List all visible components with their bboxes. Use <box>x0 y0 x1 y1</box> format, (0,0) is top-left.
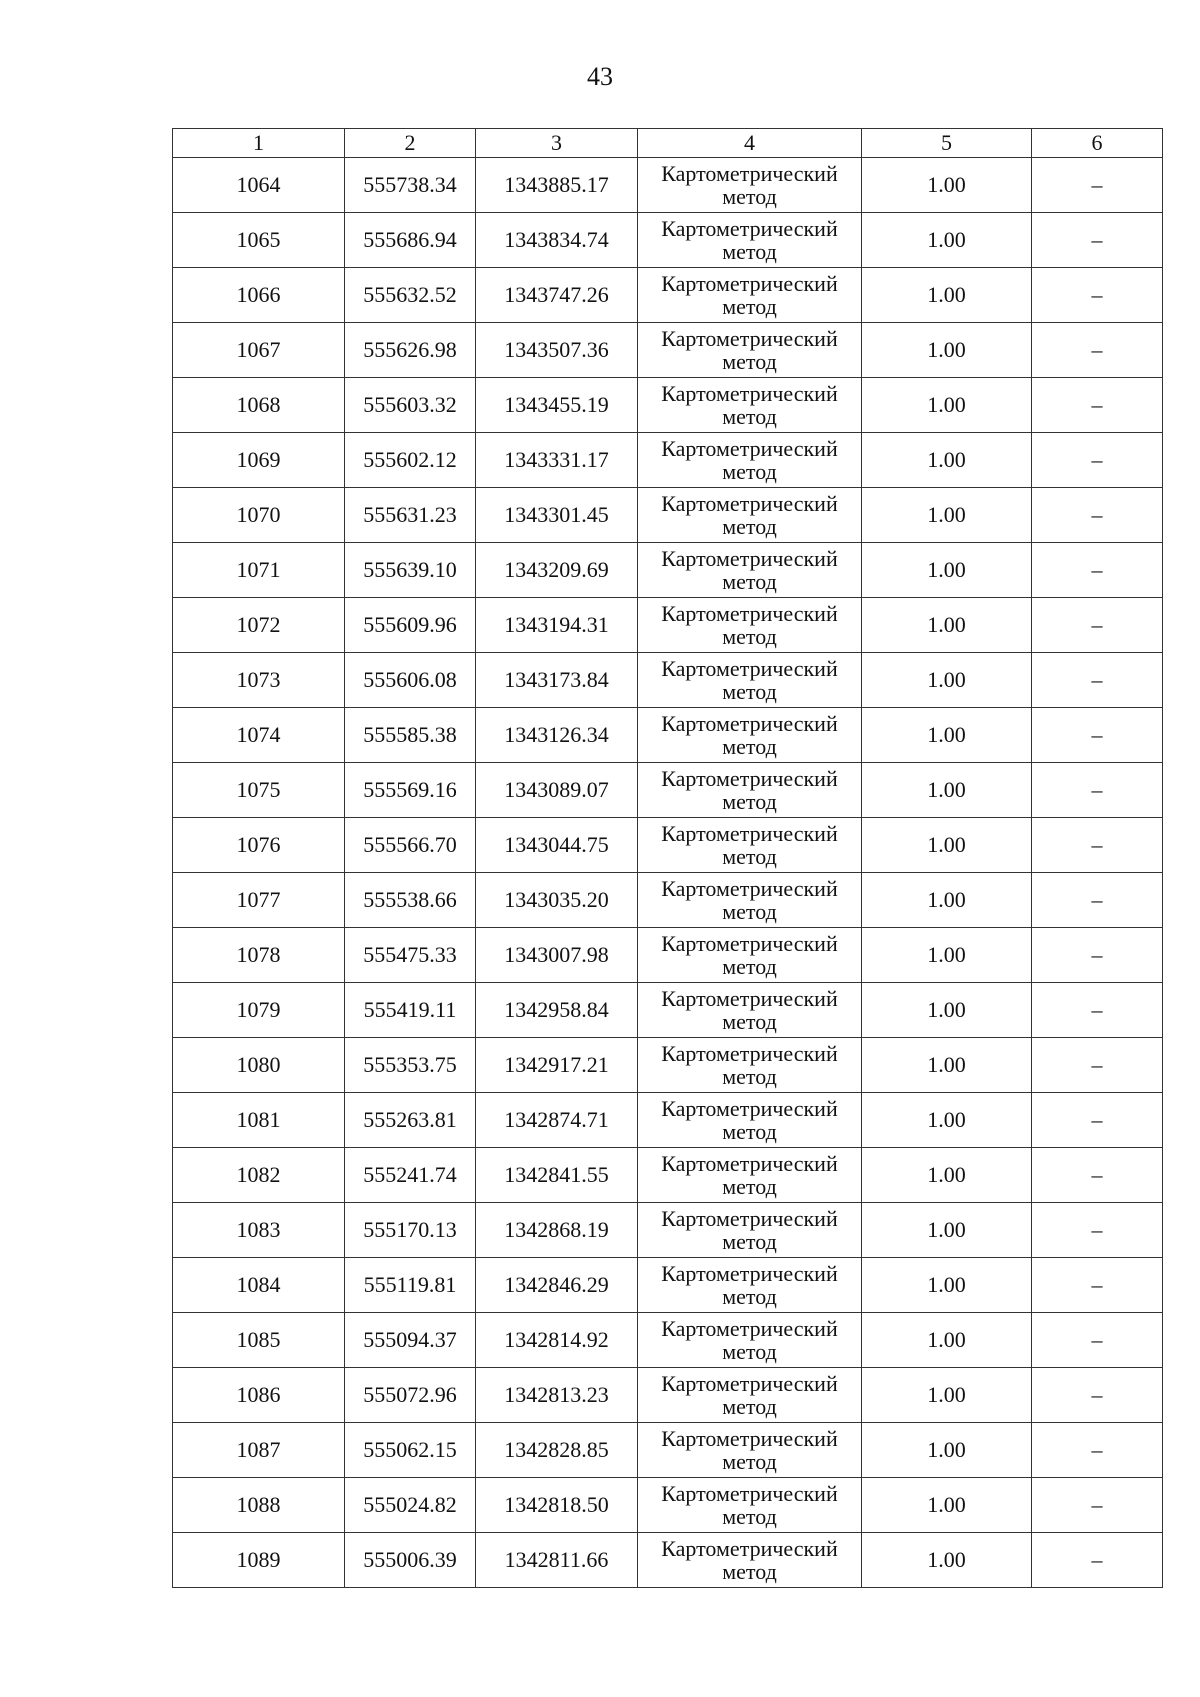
point-number-cell: 1074 <box>173 708 345 763</box>
x-coordinate-cell: 555609.96 <box>345 598 476 653</box>
method-line-2: метод <box>722 1394 777 1419</box>
method-cell <box>638 763 862 818</box>
header-cell-1: 1 <box>173 129 345 158</box>
y-coordinate-cell: 1342818.50 <box>476 1478 638 1533</box>
method-line-1: Картометрический <box>661 821 838 846</box>
y-coordinate-cell: 1342958.84 <box>476 983 638 1038</box>
y-coordinate-cell: 1342841.55 <box>476 1148 638 1203</box>
header-cell-6: 6 <box>1032 129 1163 158</box>
table-row <box>173 378 1163 433</box>
y-coordinate-cell: 1343455.19 <box>476 378 638 433</box>
method-line-2: метод <box>722 1119 777 1144</box>
accuracy-cell: 1.00 <box>862 1533 1032 1588</box>
y-coordinate-cell: 1342814.92 <box>476 1313 638 1368</box>
point-number-cell: 1071 <box>173 543 345 598</box>
method-line-1: Картометрический <box>661 1536 838 1561</box>
method-cell <box>638 158 862 213</box>
point-number-cell: 1079 <box>173 983 345 1038</box>
point-number-cell: 1089 <box>173 1533 345 1588</box>
method-cell <box>638 873 862 928</box>
y-coordinate-cell: 1343035.20 <box>476 873 638 928</box>
accuracy-cell: 1.00 <box>862 543 1032 598</box>
point-number-cell: 1065 <box>173 213 345 268</box>
method-cell <box>638 1093 862 1148</box>
method-line-1: Картометрический <box>661 1371 838 1396</box>
x-coordinate-cell: 555738.34 <box>345 158 476 213</box>
point-number-cell: 1081 <box>173 1093 345 1148</box>
y-coordinate-cell: 1343507.36 <box>476 323 638 378</box>
note-cell: – <box>1032 488 1163 543</box>
table-row <box>173 1368 1163 1423</box>
y-coordinate-cell: 1343007.98 <box>476 928 638 983</box>
table-row <box>173 433 1163 488</box>
method-line-1: Картометрический <box>661 491 838 516</box>
method-cell <box>638 543 862 598</box>
x-coordinate-cell: 555603.32 <box>345 378 476 433</box>
method-line-1: Картометрический <box>661 271 838 296</box>
table-row <box>173 708 1163 763</box>
accuracy-cell: 1.00 <box>862 983 1032 1038</box>
x-coordinate-cell: 555475.33 <box>345 928 476 983</box>
note-cell: – <box>1032 653 1163 708</box>
y-coordinate-cell: 1343885.17 <box>476 158 638 213</box>
method-cell <box>638 1478 862 1533</box>
method-cell <box>638 1533 862 1588</box>
method-line-1: Картометрический <box>661 1426 838 1451</box>
y-coordinate-cell: 1342917.21 <box>476 1038 638 1093</box>
method-line-2: метод <box>722 734 777 759</box>
table-row <box>173 763 1163 818</box>
method-line-1: Картометрический <box>661 931 838 956</box>
method-cell <box>638 213 862 268</box>
method-line-2: метод <box>722 404 777 429</box>
y-coordinate-cell: 1342811.66 <box>476 1533 638 1588</box>
note-cell: – <box>1032 928 1163 983</box>
note-cell: – <box>1032 1533 1163 1588</box>
table-row <box>173 1093 1163 1148</box>
header-cell-4: 4 <box>638 129 862 158</box>
method-cell <box>638 928 862 983</box>
point-number-cell: 1076 <box>173 818 345 873</box>
x-coordinate-cell: 555263.81 <box>345 1093 476 1148</box>
table-row <box>173 323 1163 378</box>
point-number-cell: 1075 <box>173 763 345 818</box>
method-cell <box>638 1148 862 1203</box>
table-row <box>173 268 1163 323</box>
point-number-cell: 1082 <box>173 1148 345 1203</box>
method-cell <box>638 268 862 323</box>
method-cell <box>638 983 862 1038</box>
note-cell: – <box>1032 158 1163 213</box>
method-line-1: Картометрический <box>661 436 838 461</box>
x-coordinate-cell: 555631.23 <box>345 488 476 543</box>
accuracy-cell: 1.00 <box>862 1148 1032 1203</box>
x-coordinate-cell: 555602.12 <box>345 433 476 488</box>
y-coordinate-cell: 1343173.84 <box>476 653 638 708</box>
x-coordinate-cell: 555632.52 <box>345 268 476 323</box>
method-line-1: Картометрический <box>661 1041 838 1066</box>
method-line-2: метод <box>722 954 777 979</box>
y-coordinate-cell: 1342813.23 <box>476 1368 638 1423</box>
y-coordinate-cell: 1342868.19 <box>476 1203 638 1258</box>
point-number-cell: 1088 <box>173 1478 345 1533</box>
x-coordinate-cell: 555006.39 <box>345 1533 476 1588</box>
method-cell <box>638 323 862 378</box>
table-row <box>173 818 1163 873</box>
point-number-cell: 1069 <box>173 433 345 488</box>
accuracy-cell: 1.00 <box>862 1368 1032 1423</box>
accuracy-cell: 1.00 <box>862 928 1032 983</box>
note-cell: – <box>1032 268 1163 323</box>
method-line-2: метод <box>722 1559 777 1584</box>
table-row <box>173 1478 1163 1533</box>
note-cell: – <box>1032 378 1163 433</box>
page-number: 43 <box>587 62 613 91</box>
point-number-cell: 1072 <box>173 598 345 653</box>
note-cell: – <box>1032 433 1163 488</box>
accuracy-cell: 1.00 <box>862 708 1032 763</box>
point-number-cell: 1064 <box>173 158 345 213</box>
x-coordinate-cell: 555419.11 <box>345 983 476 1038</box>
method-line-2: метод <box>722 569 777 594</box>
table-row <box>173 1038 1163 1093</box>
accuracy-cell: 1.00 <box>862 488 1032 543</box>
method-cell <box>638 433 862 488</box>
y-coordinate-cell: 1343331.17 <box>476 433 638 488</box>
method-line-2: метод <box>722 1229 777 1254</box>
accuracy-cell: 1.00 <box>862 818 1032 873</box>
x-coordinate-cell: 555585.38 <box>345 708 476 763</box>
method-line-1: Картометрический <box>661 766 838 791</box>
x-coordinate-cell: 555606.08 <box>345 653 476 708</box>
note-cell: – <box>1032 1423 1163 1478</box>
method-cell <box>638 1258 862 1313</box>
method-line-2: метод <box>722 624 777 649</box>
point-number-cell: 1086 <box>173 1368 345 1423</box>
method-line-2: метод <box>722 1174 777 1199</box>
y-coordinate-cell: 1343834.74 <box>476 213 638 268</box>
point-number-cell: 1085 <box>173 1313 345 1368</box>
method-line-2: метод <box>722 679 777 704</box>
point-number-cell: 1070 <box>173 488 345 543</box>
point-number-cell: 1080 <box>173 1038 345 1093</box>
note-cell: – <box>1032 1148 1163 1203</box>
header-cell-3: 3 <box>476 129 638 158</box>
method-line-1: Картометрический <box>661 1261 838 1286</box>
note-cell: – <box>1032 1368 1163 1423</box>
method-cell <box>638 1313 862 1368</box>
method-line-1: Картометрический <box>661 711 838 736</box>
method-cell <box>638 488 862 543</box>
point-number-cell: 1078 <box>173 928 345 983</box>
method-line-1: Картометрический <box>661 986 838 1011</box>
method-cell <box>638 1203 862 1258</box>
y-coordinate-cell: 1343209.69 <box>476 543 638 598</box>
point-number-cell: 1066 <box>173 268 345 323</box>
header-row <box>173 129 1163 158</box>
method-cell <box>638 1423 862 1478</box>
method-line-1: Картометрический <box>661 1316 838 1341</box>
method-line-2: метод <box>722 1284 777 1309</box>
table-row <box>173 213 1163 268</box>
table-row <box>173 598 1163 653</box>
method-line-1: Картометрический <box>661 1096 838 1121</box>
method-cell <box>638 708 862 763</box>
table-row <box>173 1258 1163 1313</box>
method-cell <box>638 1038 862 1093</box>
accuracy-cell: 1.00 <box>862 213 1032 268</box>
accuracy-cell: 1.00 <box>862 1093 1032 1148</box>
note-cell: – <box>1032 708 1163 763</box>
note-cell: – <box>1032 1478 1163 1533</box>
accuracy-cell: 1.00 <box>862 1203 1032 1258</box>
method-line-2: метод <box>722 294 777 319</box>
method-cell <box>638 378 862 433</box>
table-row <box>173 488 1163 543</box>
accuracy-cell: 1.00 <box>862 1423 1032 1478</box>
note-cell: – <box>1032 818 1163 873</box>
note-cell: – <box>1032 598 1163 653</box>
method-cell <box>638 653 862 708</box>
table-row <box>173 1423 1163 1478</box>
accuracy-cell: 1.00 <box>862 1258 1032 1313</box>
accuracy-cell: 1.00 <box>862 598 1032 653</box>
accuracy-cell: 1.00 <box>862 158 1032 213</box>
x-coordinate-cell: 555094.37 <box>345 1313 476 1368</box>
method-line-2: метод <box>722 1009 777 1034</box>
method-line-1: Картометрический <box>661 326 838 351</box>
x-coordinate-cell: 555353.75 <box>345 1038 476 1093</box>
y-coordinate-cell: 1343126.34 <box>476 708 638 763</box>
point-number-cell: 1084 <box>173 1258 345 1313</box>
x-coordinate-cell: 555062.15 <box>345 1423 476 1478</box>
accuracy-cell: 1.00 <box>862 268 1032 323</box>
y-coordinate-cell: 1342828.85 <box>476 1423 638 1478</box>
method-line-2: метод <box>722 514 777 539</box>
y-coordinate-cell: 1343747.26 <box>476 268 638 323</box>
x-coordinate-cell: 555024.82 <box>345 1478 476 1533</box>
method-line-2: метод <box>722 459 777 484</box>
note-cell: – <box>1032 1203 1163 1258</box>
x-coordinate-cell: 555626.98 <box>345 323 476 378</box>
point-number-cell: 1068 <box>173 378 345 433</box>
method-line-2: метод <box>722 789 777 814</box>
note-cell: – <box>1032 1313 1163 1368</box>
method-line-2: метод <box>722 1064 777 1089</box>
method-cell <box>638 818 862 873</box>
point-number-cell: 1067 <box>173 323 345 378</box>
method-line-2: метод <box>722 1339 777 1364</box>
table-row <box>173 1148 1163 1203</box>
y-coordinate-cell: 1343301.45 <box>476 488 638 543</box>
accuracy-cell: 1.00 <box>862 873 1032 928</box>
x-coordinate-cell: 555566.70 <box>345 818 476 873</box>
table-row <box>173 983 1163 1038</box>
accuracy-cell: 1.00 <box>862 1313 1032 1368</box>
accuracy-cell: 1.00 <box>862 433 1032 488</box>
header-cell-2: 2 <box>345 129 476 158</box>
table-row <box>173 873 1163 928</box>
method-line-1: Картометрический <box>661 1151 838 1176</box>
method-line-1: Картометрический <box>661 1481 838 1506</box>
header-cell-5: 5 <box>862 129 1032 158</box>
y-coordinate-cell: 1342874.71 <box>476 1093 638 1148</box>
accuracy-cell: 1.00 <box>862 378 1032 433</box>
note-cell: – <box>1032 1258 1163 1313</box>
accuracy-cell: 1.00 <box>862 1478 1032 1533</box>
accuracy-cell: 1.00 <box>862 323 1032 378</box>
table-row <box>173 158 1163 213</box>
x-coordinate-cell: 555119.81 <box>345 1258 476 1313</box>
accuracy-cell: 1.00 <box>862 1038 1032 1093</box>
method-line-1: Картометрический <box>661 161 838 186</box>
point-number-cell: 1077 <box>173 873 345 928</box>
accuracy-cell: 1.00 <box>862 653 1032 708</box>
note-cell: – <box>1032 1038 1163 1093</box>
y-coordinate-cell: 1343089.07 <box>476 763 638 818</box>
note-cell: – <box>1032 763 1163 818</box>
method-line-2: метод <box>722 844 777 869</box>
x-coordinate-cell: 555639.10 <box>345 543 476 598</box>
method-line-1: Картометрический <box>661 656 838 681</box>
y-coordinate-cell: 1342846.29 <box>476 1258 638 1313</box>
note-cell: – <box>1032 543 1163 598</box>
note-cell: – <box>1032 983 1163 1038</box>
note-cell: – <box>1032 213 1163 268</box>
table-row <box>173 928 1163 983</box>
note-cell: – <box>1032 323 1163 378</box>
method-line-1: Картометрический <box>661 381 838 406</box>
method-line-2: метод <box>722 1449 777 1474</box>
x-coordinate-cell: 555072.96 <box>345 1368 476 1423</box>
table-row <box>173 543 1163 598</box>
y-coordinate-cell: 1343194.31 <box>476 598 638 653</box>
method-line-2: метод <box>722 1504 777 1529</box>
x-coordinate-cell: 555241.74 <box>345 1148 476 1203</box>
x-coordinate-cell: 555538.66 <box>345 873 476 928</box>
coordinates-table <box>172 128 1163 1588</box>
table-row <box>173 653 1163 708</box>
method-line-2: метод <box>722 184 777 209</box>
x-coordinate-cell: 555686.94 <box>345 213 476 268</box>
table-row <box>173 1203 1163 1258</box>
x-coordinate-cell: 555569.16 <box>345 763 476 818</box>
method-line-1: Картометрический <box>661 1206 838 1231</box>
method-cell <box>638 598 862 653</box>
table-row <box>173 1533 1163 1588</box>
accuracy-cell: 1.00 <box>862 763 1032 818</box>
point-number-cell: 1087 <box>173 1423 345 1478</box>
note-cell: – <box>1032 1093 1163 1148</box>
x-coordinate-cell: 555170.13 <box>345 1203 476 1258</box>
point-number-cell: 1073 <box>173 653 345 708</box>
method-line-1: Картометрический <box>661 546 838 571</box>
point-number-cell: 1083 <box>173 1203 345 1258</box>
method-cell <box>638 1368 862 1423</box>
y-coordinate-cell: 1343044.75 <box>476 818 638 873</box>
method-line-1: Картометрический <box>661 876 838 901</box>
note-cell: – <box>1032 873 1163 928</box>
table-row <box>173 1313 1163 1368</box>
method-line-2: метод <box>722 899 777 924</box>
method-line-2: метод <box>722 239 777 264</box>
method-line-1: Картометрический <box>661 601 838 626</box>
method-line-1: Картометрический <box>661 216 838 241</box>
method-line-2: метод <box>722 349 777 374</box>
